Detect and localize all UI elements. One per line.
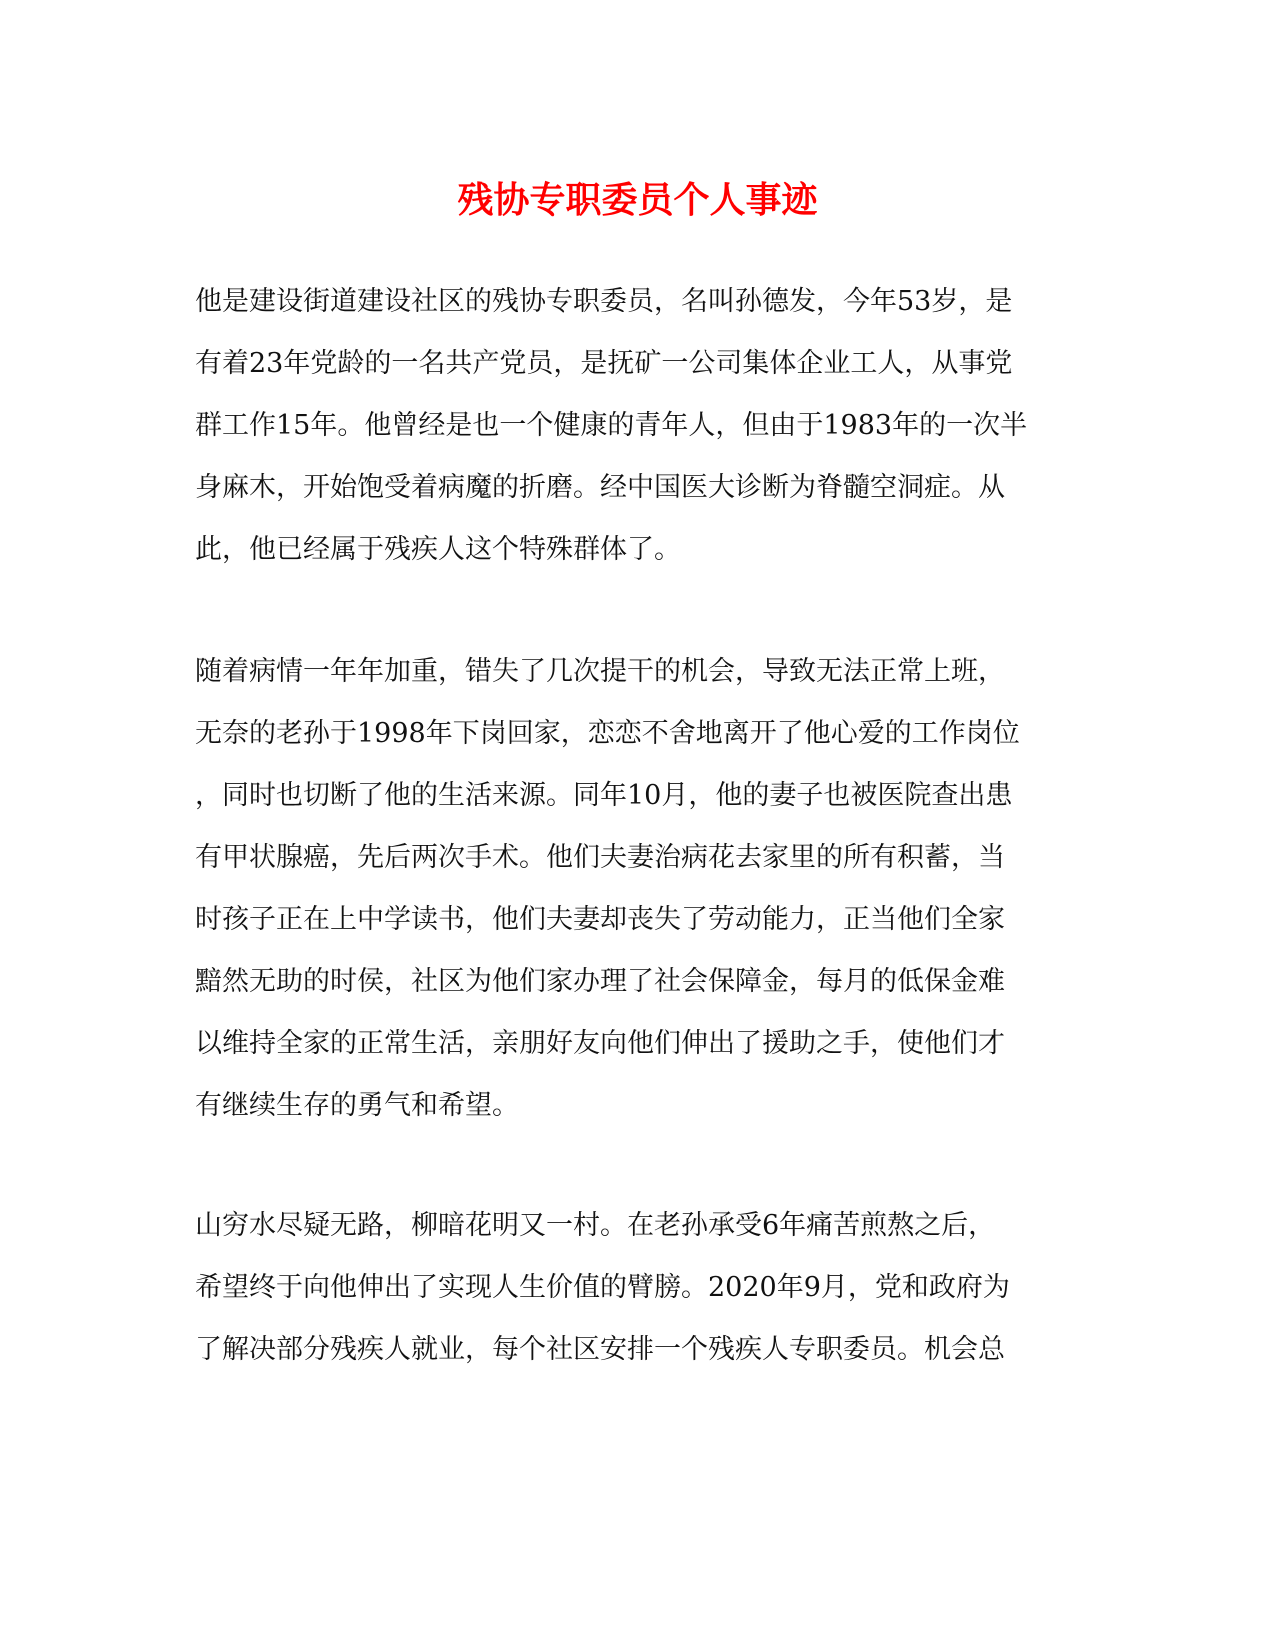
document-title: 残协专职委员个人事迹 — [457, 179, 818, 221]
paragraph-line: 群工作15年。他曾经是也一个健康的青年人，但由于1983年的一次半 — [195, 410, 1028, 441]
paragraph-line: 有甲状腺癌，先后两次手术。他们夫妻治病花去家里的所有积蓄，当 — [195, 842, 1005, 873]
paragraph-line: 黯然无助的时侯，社区为他们家办理了社会保障金，每月的低保金难 — [195, 966, 1005, 997]
paragraph-line: 希望终于向他伸出了实现人生价值的臂膀。2020年9月，党和政府为 — [195, 1272, 1010, 1303]
paragraph-line: 以维持全家的正常生活，亲朋好友向他们伸出了援助之手，使他们才 — [195, 1028, 1005, 1059]
paragraph-line: 时孩子正在上中学读书，他们夫妻却丧失了劳动能力，正当他们全家 — [195, 904, 1005, 935]
paragraph-line: 此，他已经属于残疾人这个特殊群体了。 — [195, 534, 681, 565]
paragraph-line: 有着23年党龄的一名共产党员，是抚矿一公司集体企业工人，从事党 — [195, 348, 1013, 379]
paragraph-line: 了解决部分残疾人就业，每个社区安排一个残疾人专职委员。机会总 — [195, 1334, 1005, 1365]
paragraph-line: 有继续生存的勇气和希望。 — [195, 1090, 519, 1121]
paragraph-line: 无奈的老孙于1998年下岗回家，恋恋不舍地离开了他心爱的工作岗位 — [195, 718, 1020, 749]
paragraph-line: 身麻木，开始饱受着病魔的折磨。经中国医大诊断为脊髓空洞症。从 — [195, 472, 1005, 503]
paragraph-line: 山穷水尽疑无路，柳暗花明又一村。在老孙承受6年痛苦煎熬之后， — [195, 1210, 996, 1241]
paragraph-line: 他是建设街道建设社区的残协专职委员，名叫孙德发，今年53岁，是 — [195, 286, 1013, 317]
paragraph-line: 随着病情一年年加重，错失了几次提干的机会，导致无法正常上班， — [195, 656, 1005, 687]
paragraph-line: ，同时也切断了他的生活来源。同年10月，他的妻子也被医院查出患 — [195, 780, 1013, 811]
